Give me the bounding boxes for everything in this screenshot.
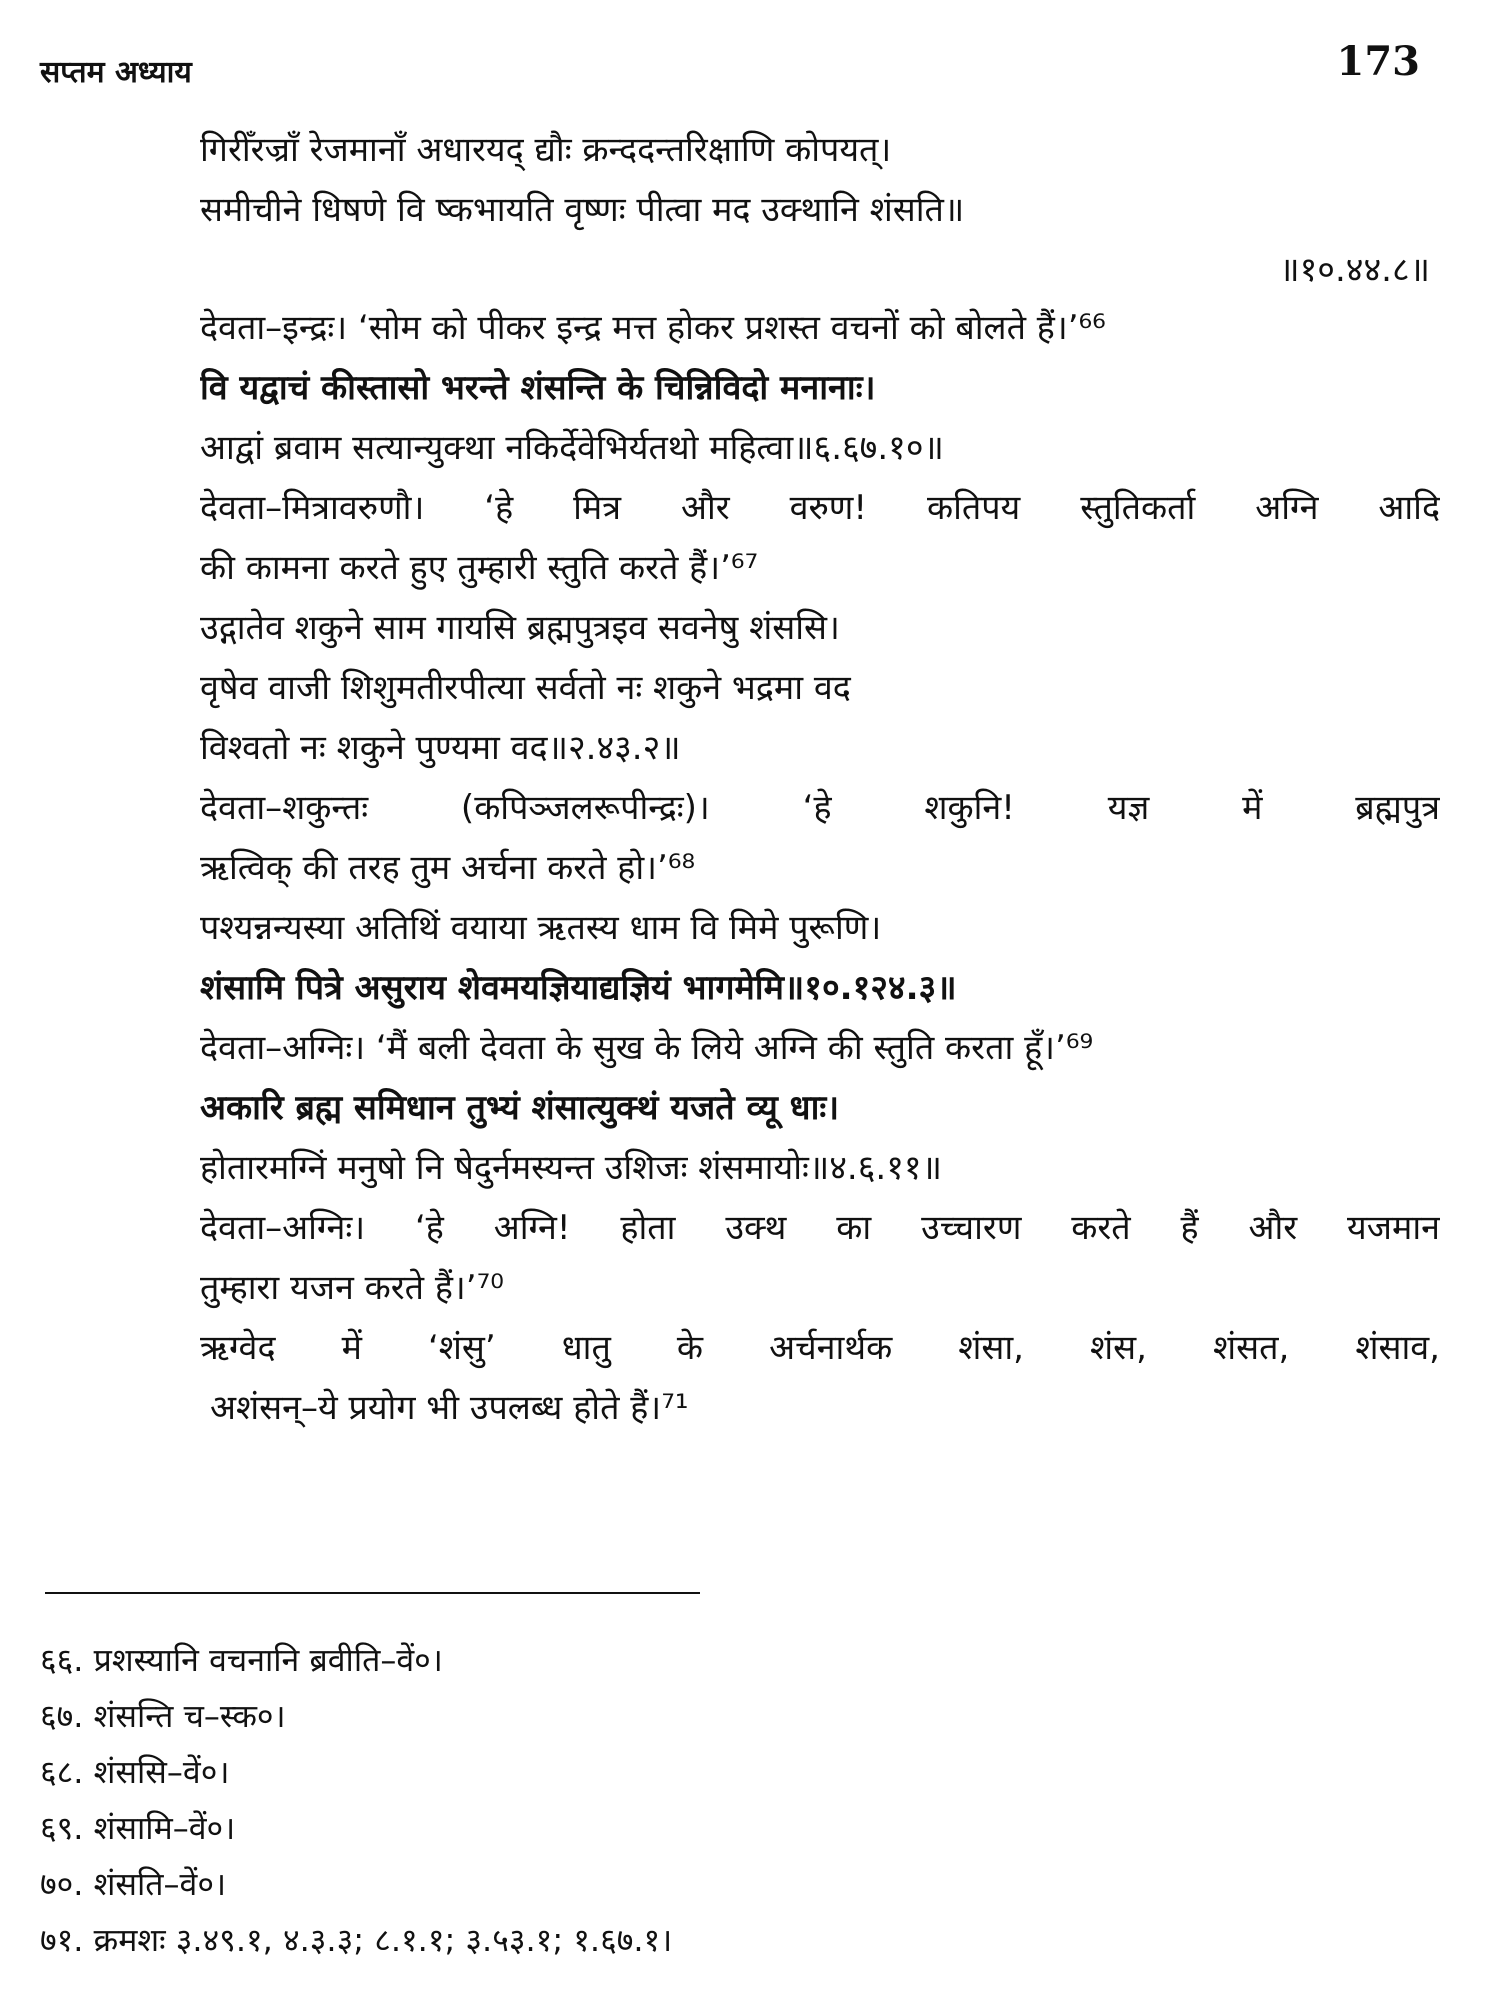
verse-line: आद्वां ब्रवाम सत्यान्युक्था नकिर्देवेभिर्यतथो महित्वा॥६.६७.१०॥ [200, 428, 944, 468]
verse-reference: ॥१०.४४.८॥ [1279, 250, 1430, 290]
verse-line: उद्गातेव शकुने साम गायसि ब्रह्मपुत्रइव सवनेषु शंससि। [200, 608, 840, 648]
translation-line: देवता–अग्निः। ‘हे अग्नि! होता उक्थ का उच्चारण करते हैं और यजमान [200, 1208, 1440, 1248]
footnote: ६७. शंसन्ति च–स्क०। [40, 1697, 286, 1735]
translation-line: तुम्हारा यजन करते हैं।’⁷⁰ [200, 1268, 504, 1308]
body-text [200, 120, 1440, 1438]
verse-line: शंसामि पित्रे असुराय शेवमयज्ञियाद्यज्ञियं भागमेमि॥१०.१२४.३॥ [200, 968, 957, 1008]
footnote-rule [45, 1592, 700, 1594]
footnotes [40, 1632, 1440, 1968]
verse-line: पश्यन्नन्यस्या अतिथिं वयाया ऋतस्य धाम वि मिमे पुरूणि। [200, 908, 882, 948]
translation-line: देवता–शकुन्तः (कपिञ्जलरूपीन्द्रः)। ‘हे शकुनि! यज्ञ में ब्रह्मपुत्र [200, 788, 1440, 828]
translation-line: की कामना करते हुए तुम्हारी स्तुति करते हैं।’⁶⁷ [200, 548, 759, 588]
translation-line: देवता–अग्निः। ‘मैं बली देवता के सुख के लिये अग्नि की स्तुति करता हूँ।’⁶⁹ [200, 1028, 1094, 1068]
footnote: ६९. शंसामि–वें०। [40, 1809, 236, 1847]
paragraph-line: ऋग्वेद में ‘शंसु’ धातु के अर्चनार्थक शंसा, शंस, शंसत, शंसाव, [200, 1328, 1440, 1368]
verse-line: समीचीने धिषणे वि ष्कभायति वृष्णः पीत्वा मद उक्थानि शंसति॥ [200, 190, 965, 230]
translation-line: देवता–इन्द्रः। ‘सोम को पीकर इन्द्र मत्त होकर प्रशस्त वचनों को बोलते हैं।’⁶⁶ [200, 308, 1106, 348]
running-head: सप्तम अध्याय [40, 55, 192, 90]
footnote: ७०. शंसति–वें०। [40, 1865, 227, 1903]
verse-line: विश्वतो नः शकुने पुण्यमा वद॥२.४३.२॥ [200, 728, 681, 768]
verse-line: वृषेव वाजी शिशुमतीरपीत्या सर्वतो नः शकुने भद्रमा वद [200, 668, 851, 708]
translation-line: देवता–मित्रावरुणौ। ‘हे मित्र और वरुण! कतिपय स्तुतिकर्ता अग्नि आदि [200, 488, 1440, 528]
verse-line: वि यद्वाचं कीस्तासो भरन्ते शंसन्ति के चिन्निविदो मनानाः। [200, 368, 876, 408]
page-number: 173 [1336, 38, 1420, 85]
verse-line: होतारमग्निं मनुषो नि षेदुर्नमस्यन्त उशिजः शंसमायोः॥४.६.११॥ [200, 1148, 942, 1188]
verse-line: अकारि ब्रह्म समिधान तुभ्यं शंसात्युक्थं यजते व्यू धाः। [200, 1088, 840, 1128]
verse-line: गिरीँरज्राँ रेजमानाँ अधारयद् द्यौः क्रन्ददन्तरिक्षाणि कोपयत्। [200, 130, 892, 170]
translation-line: ऋत्विक् की तरह तुम अर्चना करते हो।’⁶⁸ [200, 848, 696, 888]
footnote: ६६. प्रशस्यानि वचनानि ब्रवीति–वें०। [40, 1641, 443, 1679]
paragraph-line: अशंसन्–ये प्रयोग भी उपलब्ध होते हैं।⁷¹ [210, 1388, 689, 1428]
footnote: ७१. क्रमशः ३.४९.१, ४.३.३; ८.१.१; ३.५३.१; १.६७.१। [40, 1921, 673, 1959]
footnote: ६८. शंससि–वें०। [40, 1753, 230, 1791]
